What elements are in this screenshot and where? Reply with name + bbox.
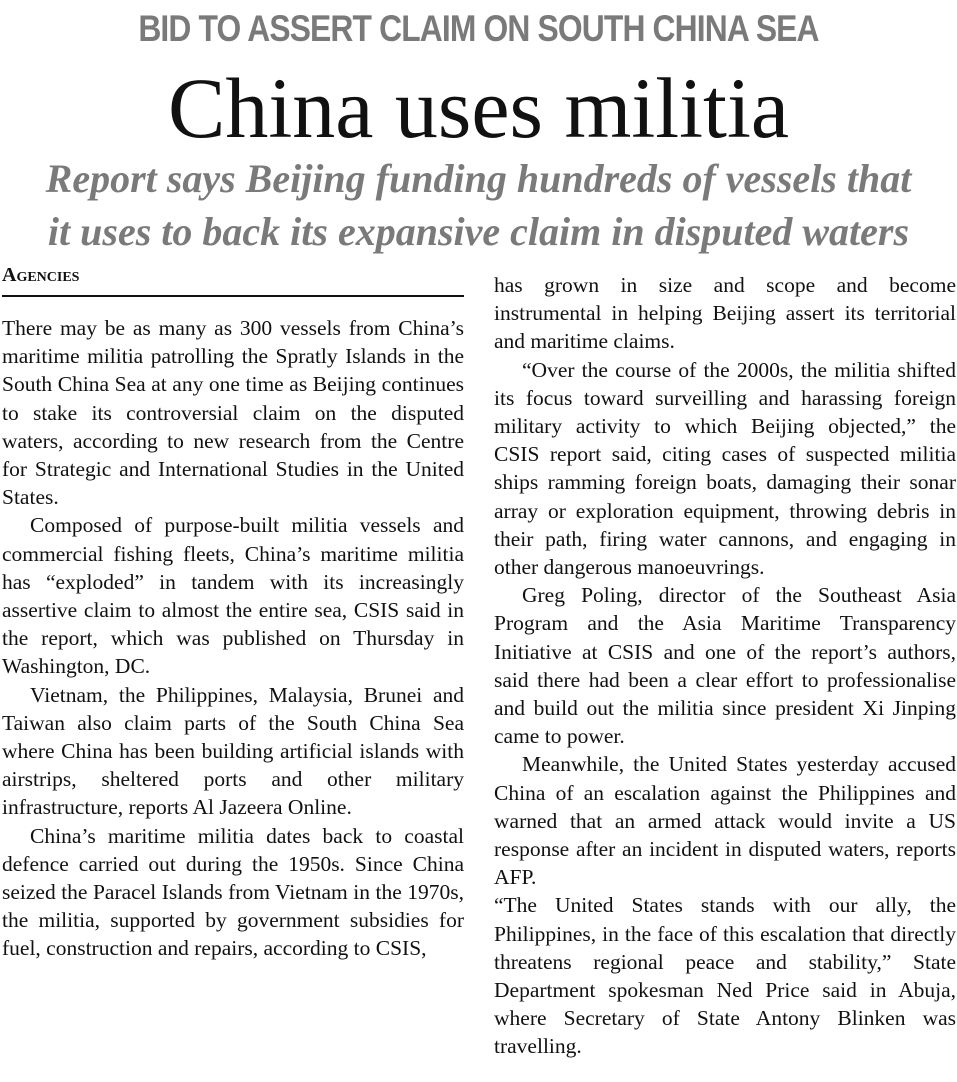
- paragraph: Vietnam, the Philippines, Malaysia, Brunei and Taiwan also claim parts of the South China Sea where China has been building artificial islands with airstrips, sheltered ports and other military infrastructure, reports Al Jazeera Online.: [2, 682, 464, 820]
- byline-divider: [2, 295, 464, 297]
- byline: Agencies: [2, 264, 80, 286]
- subheadline-line-2: it uses to back its expansive claim in disputed waters: [47, 209, 910, 254]
- kicker-headline: BID TO ASSERT CLAIM ON SOUTH CHINA SEA: [138, 8, 819, 49]
- paragraph: China’s maritime militia dates back to coastal defence carried out during the 1950s. Since China seized the Paracel Islands from Vietnam in the 1970s, the militia, supported by government subsidies for fuel, construction and repairs, according to CSIS,: [2, 823, 464, 961]
- paragraph: has grown in size and scope and become instrumental in helping Beijing assert its territorial and maritime claims.: [494, 273, 956, 354]
- paragraph: “The United States stands with our ally, the Philippines, in the face of this escalation that directly threatens regional peace and stability,” State Department spokesman Ned Price said in Abuja, where Secretary of State Antony Blinken was travelling.: [494, 893, 956, 1059]
- subheadline-line-1: Report says Beijing funding hundreds of vessels that: [45, 156, 912, 201]
- subheadline: [0, 152, 957, 258]
- paragraph: There may be as many as 300 vessels from China’s maritime militia patrolling the Spratly Islands in the South China Sea at any one time as Beijing continues to stake its controversial claim on the disputed waters, according to new research from the Centre for Strategic and International Studies in the United States.: [2, 316, 464, 510]
- article-column-2: [494, 271, 956, 1061]
- article-column-1: [2, 314, 464, 963]
- paragraph: Composed of purpose-built militia vessels and commercial fishing fleets, China’s maritime militia has “exploded” in tandem with its increasingly assertive claim to almost the entire sea, CSIS said in the report, which was published on Thursday in Washington, DC.: [2, 513, 464, 679]
- main-headline: China uses militia: [167, 60, 790, 156]
- paragraph: “Over the course of the 2000s, the militia shifted its focus toward surveilling and harassing foreign military activity to which Beijing objected,” the CSIS report said, citing cases of suspected militia ships ramming foreign boats, damaging their sonar array or exploration equipment, throwing debris in their path, firing water cannons, and engaging in other dangerous manoeuvrings.: [494, 357, 956, 580]
- paragraph: Meanwhile, the United States yesterday accused China of an escalation against the Philippines and warned that an armed attack would invite a US response after an incident in disputed waters, reports AFP.: [494, 752, 956, 890]
- paragraph: Greg Poling, director of the Southeast Asia Program and the Asia Maritime Transparency Initiative at CSIS and one of the report’s authors, said there had been a clear effort to professionalise and build out the militia since president Xi Jinping came to power.: [494, 583, 956, 749]
